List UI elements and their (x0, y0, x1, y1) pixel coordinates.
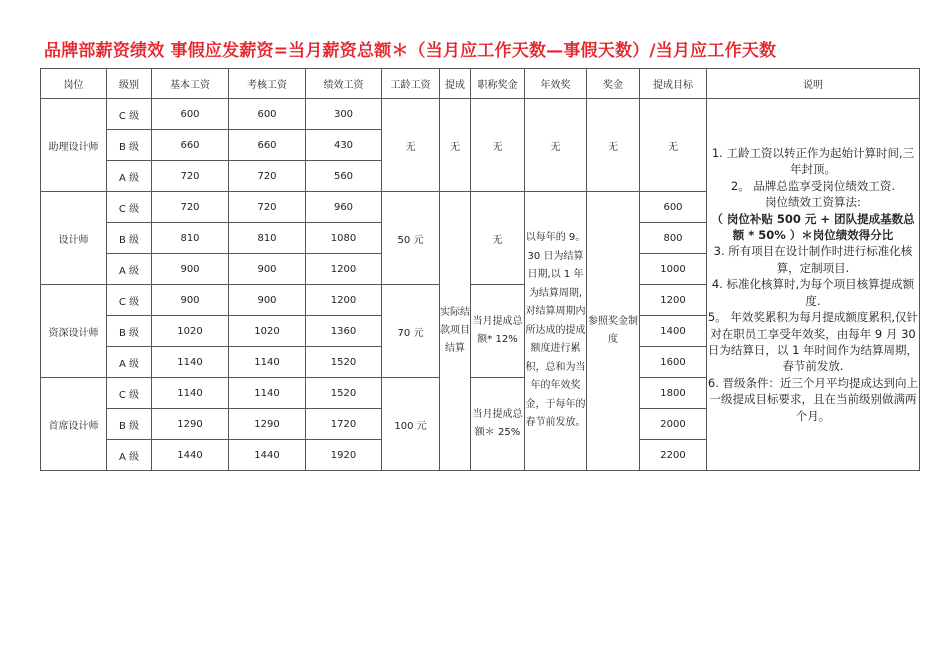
header-notes: 说明 (707, 69, 920, 99)
level-cell: B 级 (107, 409, 152, 440)
assess-cell: 600 (229, 99, 306, 130)
position-cell: 设计师 (41, 192, 107, 285)
header-commission: 提成 (440, 69, 471, 99)
note-line: 4. 标准化核算时,为每个项目核算提成额度. (711, 277, 915, 308)
base-cell: 1440 (152, 440, 229, 471)
seniority-cell: 70 元 (382, 285, 440, 378)
header-position: 岗位 (41, 69, 107, 99)
perf-cell: 1200 (306, 285, 382, 316)
level-cell: C 级 (107, 99, 152, 130)
bonus-cell: 无 (587, 99, 640, 192)
assess-cell: 1020 (229, 316, 306, 347)
assess-cell: 1140 (229, 378, 306, 409)
header-assessment-salary: 考核工资 (229, 69, 306, 99)
header-level: 级别 (107, 69, 152, 99)
assess-cell: 660 (229, 130, 306, 161)
seniority-cell: 100 元 (382, 378, 440, 471)
assess-cell: 810 (229, 223, 306, 254)
level-cell: B 级 (107, 223, 152, 254)
annual-bonus-cell: 以每年的 9。30 日为结算日期,以 1 年为结算周期,对结算周期内所达成的提成额度进行累积，总和为当年的年效奖金，于每年的春节前发放。 (525, 192, 587, 471)
assess-cell: 720 (229, 192, 306, 223)
target-cell: 1800 (640, 378, 707, 409)
base-cell: 1290 (152, 409, 229, 440)
note-line: （ 岗位补贴 500 元 + 团队提成基数总额 * 50% ）＊岗位绩效得分比 (711, 211, 915, 243)
target-cell: 800 (640, 223, 707, 254)
target-cell: 600 (640, 192, 707, 223)
note-line: 3. 所有项目在设计制作时进行标准化核算，定制项目. (713, 244, 913, 275)
page-title: 品牌部薪资绩效 事假应发薪资=当月薪资总额＊（当月应工作天数—事假天数）/当月应工作天数 (44, 41, 777, 61)
assess-cell: 900 (229, 285, 306, 316)
base-cell: 600 (152, 99, 229, 130)
perf-cell: 1520 (306, 347, 382, 378)
note-line: 岗位绩效工资算法: (765, 195, 861, 210)
annual-bonus-cell: 无 (525, 99, 587, 192)
base-cell: 900 (152, 285, 229, 316)
assess-cell: 900 (229, 254, 306, 285)
bonus-cell: 参照奖金制度 (587, 192, 640, 471)
level-cell: C 级 (107, 378, 152, 409)
base-cell: 810 (152, 223, 229, 254)
seniority-cell: 无 (382, 99, 440, 192)
level-cell: A 级 (107, 440, 152, 471)
target-cell: 1600 (640, 347, 707, 378)
salary-table (40, 68, 920, 471)
perf-cell: 430 (306, 130, 382, 161)
target-cell: 1400 (640, 316, 707, 347)
title-bonus-cell: 无 (471, 192, 525, 285)
title-bonus-cell: 当月提成总额＊ 25% (471, 378, 525, 471)
level-cell: A 级 (107, 254, 152, 285)
position-cell: 首席设计师 (41, 378, 107, 471)
title-bonus-cell: 当月提成总额* 12% (471, 285, 525, 378)
perf-cell: 1200 (306, 254, 382, 285)
perf-cell: 1920 (306, 440, 382, 471)
perf-cell: 1720 (306, 409, 382, 440)
level-cell: A 级 (107, 347, 152, 378)
perf-cell: 1360 (306, 316, 382, 347)
header-commission-target: 提成目标 (640, 69, 707, 99)
level-cell: A 级 (107, 161, 152, 192)
note-line: 5。 年效奖累积为每月提成额度累积,仅针对在职员工享受年效奖，由每年 9 月 30 日为结算日，以 1 年时间作为结算周期，春节前发放. (707, 310, 919, 374)
level-cell: C 级 (107, 285, 152, 316)
header-annual-bonus: 年效奖 (525, 69, 587, 99)
seniority-cell: 50 元 (382, 192, 440, 285)
header-seniority-salary: 工龄工资 (382, 69, 440, 99)
target-cell: 2200 (640, 440, 707, 471)
level-cell: B 级 (107, 316, 152, 347)
base-cell: 1140 (152, 378, 229, 409)
header-base-salary: 基本工资 (152, 69, 229, 99)
level-cell: C 级 (107, 192, 152, 223)
note-line: 6. 晋级条件：近三个月平均提成达到向上一级提成目标要求，且在当前级别做满两个月。 (707, 375, 919, 423)
base-cell: 1140 (152, 347, 229, 378)
target-cell: 1200 (640, 285, 707, 316)
assess-cell: 1440 (229, 440, 306, 471)
base-cell: 720 (152, 192, 229, 223)
header-performance-salary: 绩效工资 (306, 69, 382, 99)
perf-cell: 960 (306, 192, 382, 223)
target-cell: 无 (640, 99, 707, 192)
perf-cell: 1520 (306, 378, 382, 409)
note-line: 1. 工龄工资以转正作为起始计算时间,三年封顶。 (711, 146, 915, 177)
base-cell: 660 (152, 130, 229, 161)
header-row (41, 69, 920, 99)
title-bonus-cell: 无 (471, 99, 525, 192)
note-line: 2。 品牌总监享受岗位绩效工资. (730, 178, 896, 193)
target-cell: 2000 (640, 409, 707, 440)
perf-cell: 1080 (306, 223, 382, 254)
base-cell: 720 (152, 161, 229, 192)
perf-cell: 560 (306, 161, 382, 192)
base-cell: 900 (152, 254, 229, 285)
table-row (41, 99, 920, 130)
position-cell: 资深设计师 (41, 285, 107, 378)
target-cell: 1000 (640, 254, 707, 285)
position-cell: 助理设计师 (41, 99, 107, 192)
commission-cell: 无 (440, 99, 471, 192)
header-bonus: 奖金 (587, 69, 640, 99)
notes-cell (707, 99, 920, 471)
assess-cell: 720 (229, 161, 306, 192)
commission-cell: 实际结款项目结算 (440, 192, 471, 471)
base-cell: 1020 (152, 316, 229, 347)
assess-cell: 1290 (229, 409, 306, 440)
perf-cell: 300 (306, 99, 382, 130)
level-cell: B 级 (107, 130, 152, 161)
header-title-bonus: 职称奖金 (471, 69, 525, 99)
assess-cell: 1140 (229, 347, 306, 378)
